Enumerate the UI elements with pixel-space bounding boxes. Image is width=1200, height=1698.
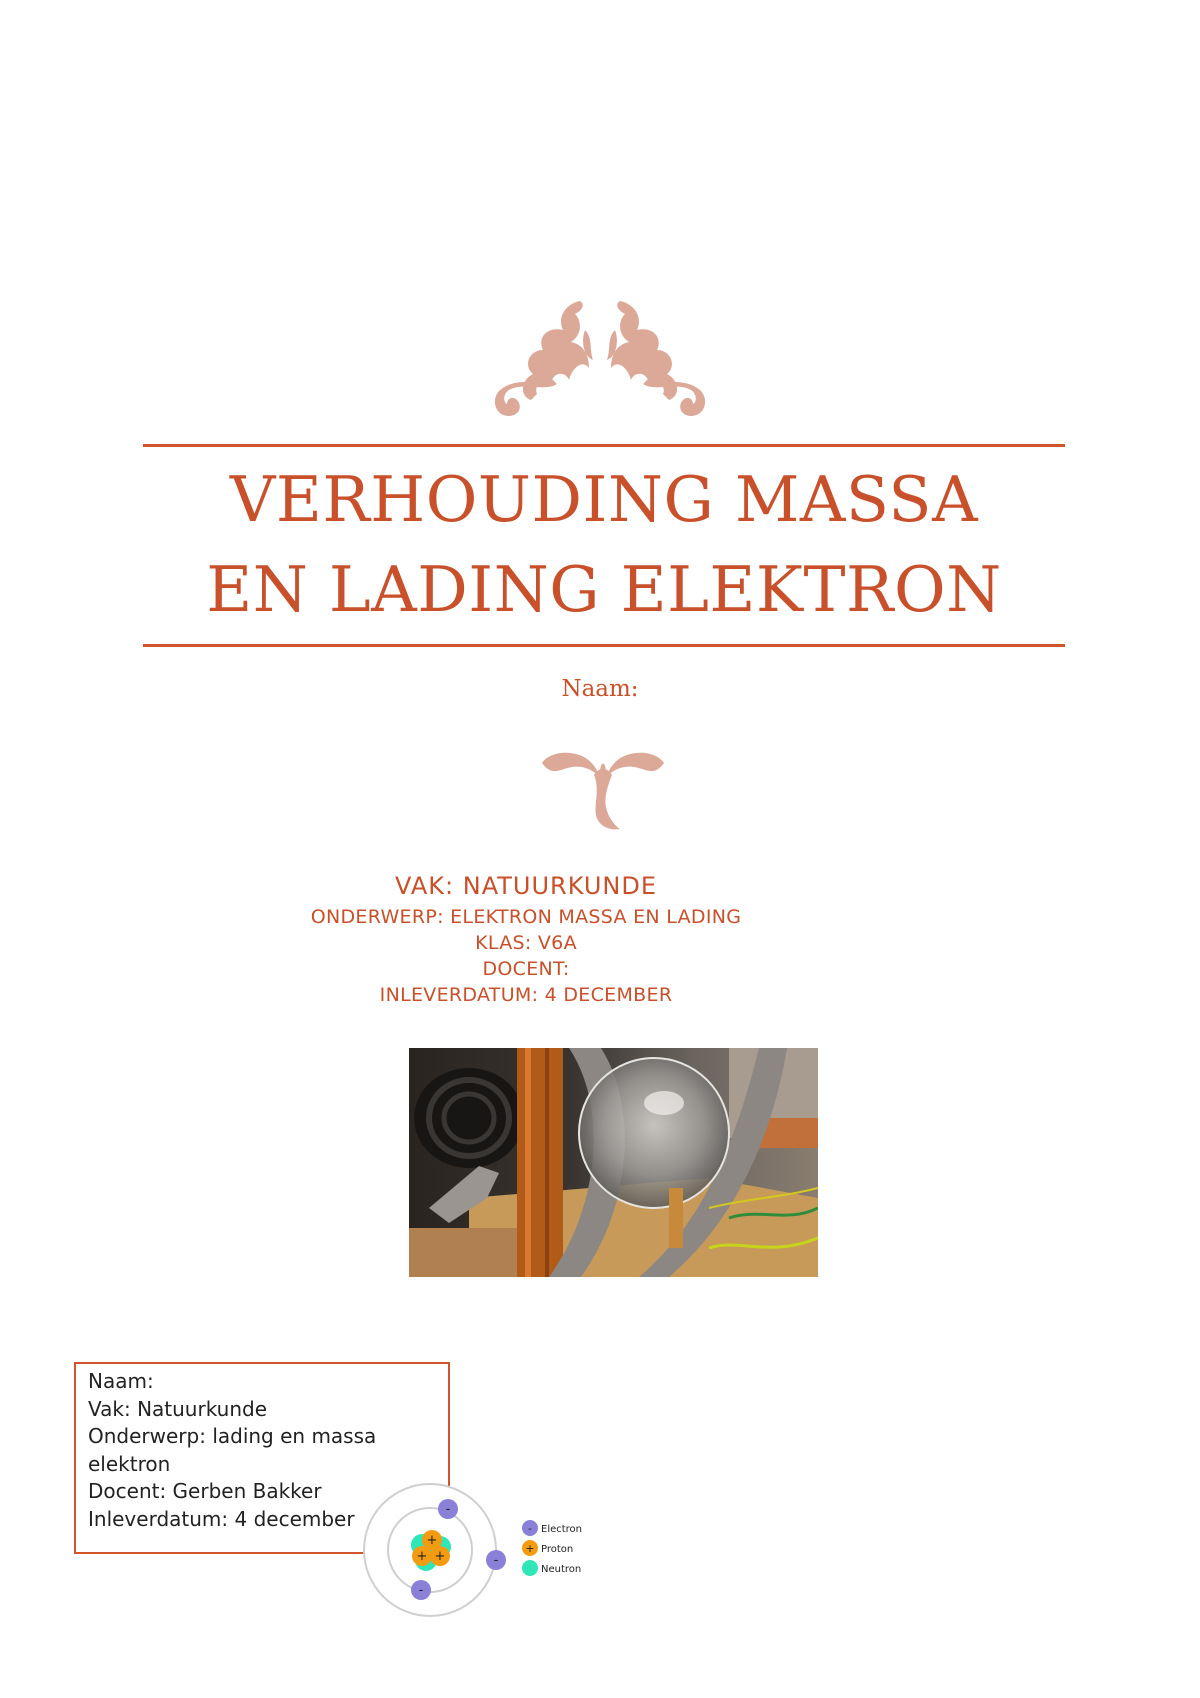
title-line-1: VERHOUDING MASSA [229,463,979,536]
legend-proton: Proton [541,1544,574,1555]
floral-ornament-top-icon [485,296,715,421]
svg-text:-: - [528,1522,532,1535]
info-teacher: Docent: Gerben Bakker [88,1479,322,1503]
floral-ornament-middle-icon [538,745,668,835]
cover-name-label: Naam: [561,676,639,702]
svg-text:+: + [525,1542,535,1555]
class-line: KLAS: V6A [475,932,577,954]
teacher-line: DOCENT: [482,958,570,980]
info-due-date: Inleverdatum: 4 december [88,1506,355,1531]
atom-diagram [360,1480,585,1620]
svg-text:-: - [418,1583,424,1598]
topic-line: ONDERWERP: ELEKTRON MASSA EN LADING [310,906,742,928]
svg-text:-: - [445,1502,451,1517]
info-topic-cont: elektron [88,1451,171,1476]
electron-tube-photo [409,1048,818,1277]
svg-text:-: - [493,1553,499,1568]
info-subject: Vak: Natuurkunde [88,1396,268,1421]
svg-text:+: + [434,1549,446,1564]
atom-legend [522,1520,582,1576]
subject-line: VAK: NATUURKUNDE [395,872,657,900]
svg-text:+: + [416,1549,428,1564]
title-bottom-rule [143,644,1065,647]
title-top-rule [143,444,1065,447]
svg-text:+: + [426,1533,438,1548]
info-topic: Onderwerp: lading en massa [88,1424,377,1448]
title-line-2: EN LADING ELEKTRON [206,553,1002,626]
legend-neutron: Neutron [541,1564,582,1575]
due-date-line: INLEVERDATUM: 4 DECEMBER [379,984,673,1006]
legend-electron: Electron [541,1524,583,1535]
info-name: Naam: [88,1369,154,1393]
